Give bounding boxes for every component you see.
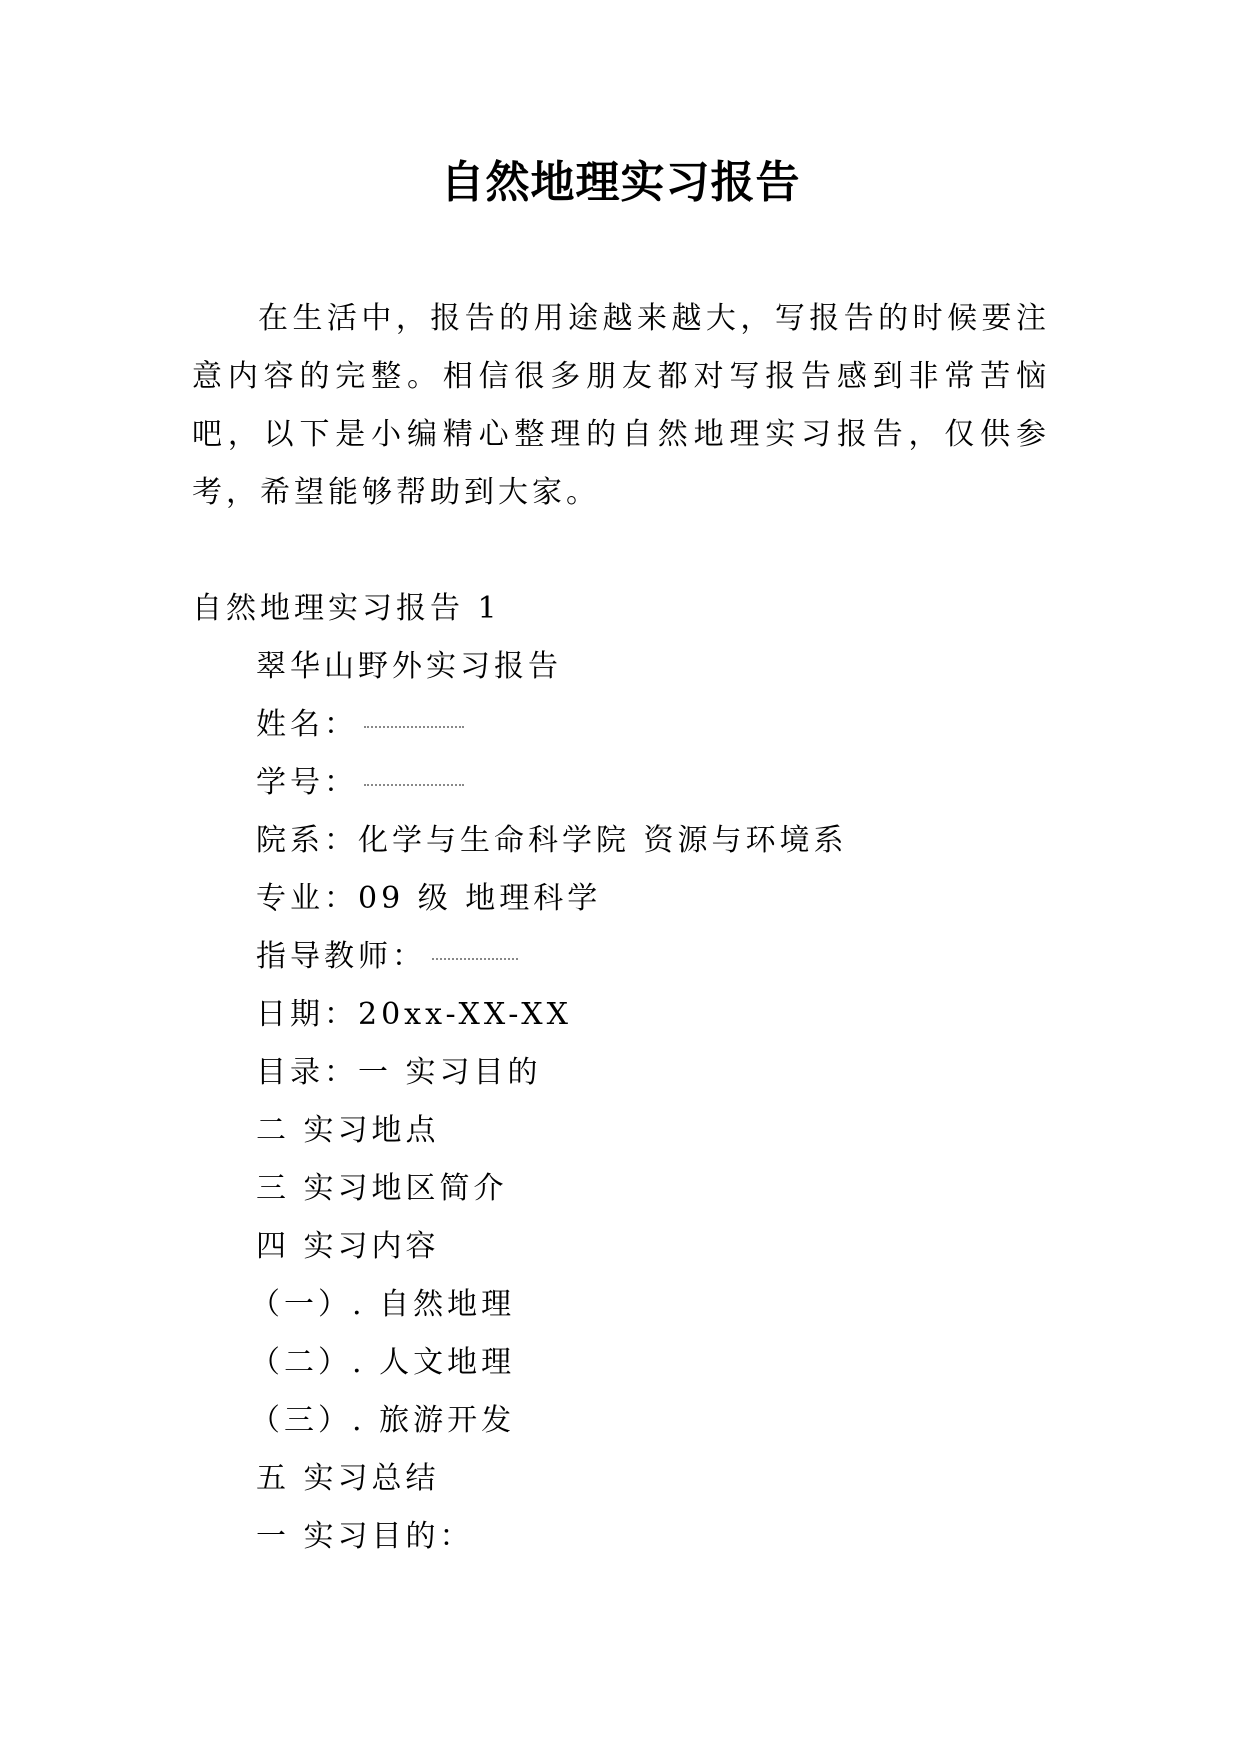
advisor-label: 指导教师：	[256, 939, 426, 974]
name-blank	[364, 724, 464, 728]
section-heading: 自然地理实习报告 1	[192, 591, 501, 626]
date-line: 日期：20xx-XX-XX	[256, 997, 572, 1032]
next-heading: 一 实习目的：	[256, 1519, 474, 1554]
major-line: 专业：09 级 地理科学	[256, 881, 602, 916]
advisor-blank	[432, 956, 518, 960]
document-title: 自然地理实习报告	[440, 157, 801, 208]
toc-subitem-3: （三）. 旅游开发	[250, 1403, 516, 1438]
toc-item-3: 三 实习地区简介	[256, 1171, 508, 1206]
intro-paragraph: 在生活中，报告的用途越来越大，写报告的时候要注意内容的完整。相信很多朋友都对写报告感到非常苦恼吧，以下是小编精心整理的自然地理实习报告，仅供参考，希望能够帮助到大家。	[192, 301, 1050, 510]
student-id-label: 学号：	[256, 765, 358, 800]
toc-item-5: 五 实习总结	[256, 1461, 440, 1496]
department-line: 院系：化学与生命科学院 资源与环境系	[256, 823, 848, 858]
toc-item-1: 目录：一 实习目的	[256, 1055, 542, 1090]
report-body	[192, 580, 1050, 1566]
report-title: 翠华山野外实习报告	[256, 649, 562, 684]
toc-subitem-1: （一）. 自然地理	[250, 1287, 516, 1322]
student-id-line	[192, 754, 1050, 812]
name-line	[192, 696, 1050, 754]
name-label: 姓名：	[256, 707, 358, 742]
advisor-line	[192, 928, 1050, 986]
student-id-blank	[364, 782, 464, 786]
toc-item-2: 二 实习地点	[256, 1113, 440, 1148]
toc-subitem-2: （二）. 人文地理	[250, 1345, 516, 1380]
toc-item-4: 四 实习内容	[256, 1229, 440, 1264]
